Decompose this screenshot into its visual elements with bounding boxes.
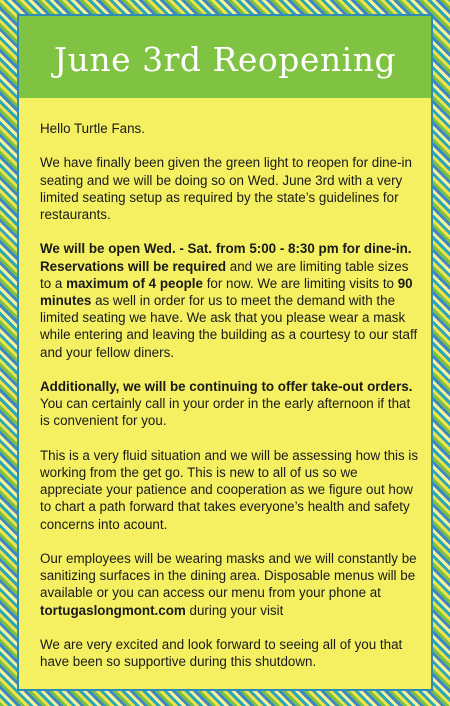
- header-banner: [19, 16, 431, 98]
- paragraph-fluid: This is a very fluid situation and we will be assessing how this is working from the get go. This is new to all of us so we appreciate your patience and cooperation as we figure out how to chart a path forward that takes everyone’s health and safety concerns into acount.: [40, 447, 419, 532]
- page-title: June 3rd Reopening: [53, 39, 397, 79]
- greeting: Hello Turtle Fans.: [40, 121, 145, 136]
- takeout-text: Additionally, we will be continuing to offer take-out orders.: [40, 379, 413, 394]
- paragraph-takeout: Additionally, we will be continuing to offer take-out orders. You can certainly call in your order in the early afternoon if that is convenient for you.: [40, 379, 413, 429]
- announcement-panel: [19, 16, 431, 689]
- paragraph-reopen: We have finally been given the green light to reopen for dine-in seating and we will be doing so on Wed. June 3rd with a very limited seating setup as required by the state’s guidelines for restaurants.: [40, 155, 412, 222]
- visit-limit-text: 90 minutes: [40, 275, 413, 308]
- announcement-body: [40, 120, 420, 688]
- paragraph-hours: We will be open Wed. - Sat. from 5:00 - 8:30 pm for dine-in. Reservations will be required and we are limiting table sizes to a maximum of 4 people for now. We are limiting visits to 90 minutes as well in order for us to meet the demand with the limited seating we have. We ask that you please wear a mask while entering and leaving the building as a courtesy to our staff and your fellow diners.: [40, 241, 418, 360]
- paragraph-safety: Our employees will be wearing masks and we will constantly be sanitizing surfaces in the dining area. Disposable menus will be available or you can access our menu from your phone at tortugaslongmont.com during your visit: [40, 551, 417, 618]
- max-party-text: maximum of 4 people: [66, 275, 203, 291]
- reservations-text: Reservations will be required: [40, 258, 227, 274]
- hours-text: We will be open Wed. - Sat. from 5:00 - 8:30 pm for dine-in.: [40, 241, 412, 257]
- paragraph-closing: We are very excited and look forward to seeing all of you that have been so supportive during this shutdown.: [40, 637, 403, 670]
- website-link[interactable]: tortugaslongmont.com: [40, 602, 186, 618]
